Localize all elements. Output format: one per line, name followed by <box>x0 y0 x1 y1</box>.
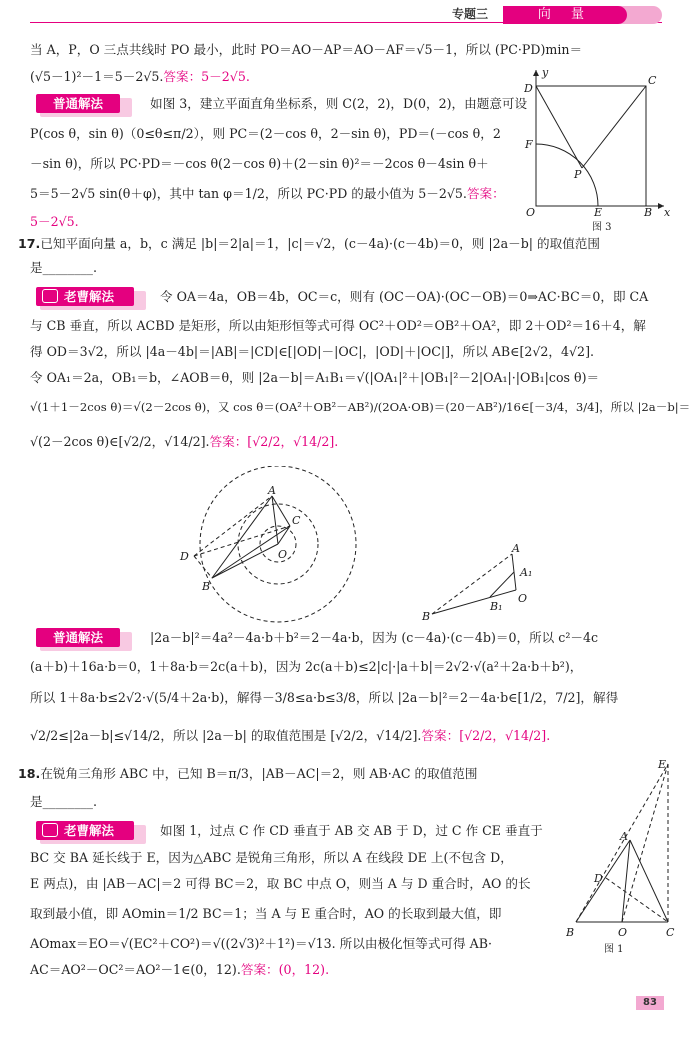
pencil-icon <box>42 289 58 303</box>
q18-sol-line-6 <box>30 964 329 977</box>
q18-stem-1-text: 在锐角三角形 ABC 中，已知 B＝π/3，|AB－AC|＝2，则 AB·AC 的取值范围 <box>40 766 478 781</box>
fig3-label-D: D <box>524 82 533 95</box>
normal-method-badge-2: 普通解法 <box>36 628 120 647</box>
q17-sol-line-6 <box>30 436 338 449</box>
q17-normal-line-2: (a＋b)＋16a·b＝0，1＋8a·b＝2c(a＋b)，因为 2c(a＋b)≤2|c|·|a＋b|＝2√2·√(a²＋2a·b＋b²)， <box>30 659 583 674</box>
q18-sol-line-6-text: AC＝AO²－OC²＝AO²－1∈(0，12). <box>30 962 241 977</box>
seg-AO <box>622 840 630 922</box>
fig3-caption: 图 3 <box>592 222 612 233</box>
fig1-label-O: O <box>618 926 628 939</box>
seg-AC <box>630 840 668 922</box>
fig3-label-B: B <box>644 206 653 219</box>
y-arrow <box>533 70 539 76</box>
seg-A1B1 <box>490 572 514 597</box>
laocao-method-label-2: 老曹解法 <box>64 823 115 838</box>
laocao-method-label: 老曹解法 <box>64 289 115 304</box>
p16-line-2 <box>30 71 250 84</box>
seg-DC <box>606 878 668 922</box>
p16-line-6 <box>30 188 505 201</box>
q17-normal-line-4-text: √2/2≤|2a－b|≤√14/2，所以 |2a－b| 的取值范围是 [√2/2，√14/2]. <box>30 728 422 743</box>
fig17-label-B: B <box>202 580 211 593</box>
fig3-label-E: E <box>594 206 603 219</box>
segment-CP <box>582 86 646 168</box>
seg-DA <box>194 496 272 556</box>
q17-answer-2: 答案：[√2/2，√14/2]. <box>421 728 551 743</box>
seg-BA <box>576 840 630 922</box>
q18-sol-line-4: 取到最小值，即 AOmin＝1/2 BC＝1；当 A 与 E 重合时，AO 的长取到最大值，即 <box>30 906 502 921</box>
p16-line-1: 当 A，P，O 三点共线时 PO 最小，此时 PO＝AO－AP＝AO－AF＝√5－1，所以 (PC·PD)min＝ <box>30 42 583 57</box>
laocao-method-badge-2 <box>36 821 134 840</box>
q18-answer: 答案：(0，12). <box>240 962 330 977</box>
p16-line-6-text: 5＝5－2√5 sin(θ＋φ)，其中 tan φ＝1/2，所以 PC·PD 的最小值为 5－2√5. <box>30 186 467 201</box>
q18-sol-line-5: AOmax＝EO＝√(EC²＋CO²)＝√((2√3)²＋1²)＝√13. 所以由极化恒等式可得 AB· <box>30 936 492 951</box>
arc-FE <box>536 144 598 206</box>
p16-line-4: P(cos θ，sin θ)（0≤θ≤π/2），则 PC＝(2－cos θ，2－sin θ)，PD＝(－cos θ，2 <box>30 126 501 141</box>
p16-line-5: －sin θ)，所以 PC·PD＝－cos θ(2－cos θ)＋(2－sin θ)²＝－2cos θ－4sin θ＋ <box>30 156 489 171</box>
q17-normal-line-4 <box>30 730 550 743</box>
p16-answer: 答案：5－2√5. <box>163 69 250 84</box>
fig17b-label-A1: A₁ <box>520 566 533 579</box>
q18-stem-1 <box>18 768 477 781</box>
q17-normal-line-3: 所以 1＋8a·b≤2√2·√(5/4＋2a·b)，解得－3/8≤a·b≤3/8，所以 |2a－b|²＝2－4a·b∈[1/2，7/2]，解得 <box>30 690 619 705</box>
seg-OE <box>622 764 668 922</box>
q17-number: 17. <box>18 236 41 251</box>
q17-sol-line-4: 令 OA₁＝2a，OB₁＝b，∠AOB＝θ，则 |2a－b|＝A₁B₁＝√(|OA₁|²＋|OB₁|²－2|OA₁|·|OB₁|cos θ)＝ <box>30 370 600 385</box>
q17-stem-1-text: 已知平面向量 a，b，c 满足 |b|＝2|a|＝1，|c|＝√2，(c－4a)·(c－4b)＝0，则 |2a－b| 的取值范围 <box>40 236 600 251</box>
p16-line-3: 如图 3，建立平面直角坐标系，则 C(2，2)，D(0，2)，由题意可设 <box>150 96 528 111</box>
fig1-label-E: E <box>658 758 667 771</box>
fig1-label-A: A <box>620 830 628 843</box>
figure-17-triangle <box>420 540 540 624</box>
q17-stem-2: 是________. <box>30 260 97 275</box>
fig17-label-A: A <box>268 484 276 497</box>
p16-answer-2: 5－2√5. <box>30 214 79 229</box>
seg-OC <box>278 526 290 544</box>
q17-sol-line-5: √(1＋1－2cos θ)＝√(2－2cos θ)，又 cos θ＝(OA²＋OB²－AB²)/(2OA·OB)＝(20－AB²)/16∈[－3/4，3/4]，所以 |2a－b|＝ <box>30 400 691 414</box>
seg-BO <box>432 590 516 614</box>
fig17-label-C: C <box>292 514 301 527</box>
q18-stem-2: 是________. <box>30 794 97 809</box>
fig3-label-y: y <box>542 66 549 79</box>
q17-answer: 答案：[√2/2，√14/2]. <box>209 434 339 449</box>
seg-OB <box>212 544 278 578</box>
q18-sol-line-3: E 两点)，由 |AB－AC|＝2 可得 BC＝2，取 BC 中点 O，则当 A 与 D 重合时，AO 的长 <box>30 876 531 891</box>
header-section-tab: 向 量 <box>503 6 627 24</box>
fig17b-label-A: A <box>512 542 520 555</box>
figure-1 <box>566 758 684 958</box>
figure-17-circles <box>176 466 396 626</box>
fig17b-label-B1: B₁ <box>490 600 503 613</box>
laocao-method-badge <box>36 287 134 306</box>
page-number: 83 <box>636 996 664 1010</box>
fig3-label-P: P <box>574 168 582 181</box>
q18-number: 18. <box>18 766 41 781</box>
fig1-label-B: B <box>566 926 575 939</box>
fig17-label-D: D <box>180 550 189 563</box>
segment-DP <box>536 86 582 168</box>
q17-sol-line-6-text: √(2－2cos θ)∈[√2/2，√14/2]. <box>30 434 210 449</box>
q18-sol-line-2: BC 交 BA 延长线于 E，因为△ABC 是锐角三角形，所以 A 在线段 DE 上(不包含 D， <box>30 850 513 865</box>
header-topic: 专题三 <box>452 7 489 21</box>
q17-stem-1 <box>18 238 600 251</box>
fig3-label-O: O <box>526 206 536 219</box>
fig3-label-C: C <box>648 74 657 87</box>
q17-sol-line-3: 得 OD＝3√2，所以 |4a－4b|＝|AB|＝|CD|∈[|OD|－|OC|，|OD|＋|OC|]，所以 AB∈[2√2，4√2]. <box>30 344 594 359</box>
fig3-label-F: F <box>525 138 533 151</box>
p16-line-2-text: (√5－1)²－1＝5－2√5. <box>30 69 164 84</box>
seg-DC <box>194 526 290 556</box>
q17-normal-line-1: |2a－b|²＝4a²－4a·b＋b²＝2－4a·b，因为 (c－4a)·(c－4b)＝0，所以 c²－4c <box>150 630 599 645</box>
fig17-label-O: O <box>278 548 288 561</box>
normal-method-badge: 普通解法 <box>36 94 120 113</box>
fig17b-label-O: O <box>518 592 528 605</box>
figure-3 <box>524 64 674 236</box>
fig1-label-C: C <box>666 926 675 939</box>
fig3-label-x: x <box>664 206 671 219</box>
q17-sol-line-1: 令 OA＝4a，OB＝4b，OC＝c，则有 (OC－OA)·(OC－OB)＝0⇒AC·BC＝0，即 CA <box>160 289 649 304</box>
seg-BE <box>576 764 668 922</box>
fig17b-label-B: B <box>422 610 431 623</box>
seg-DB <box>194 556 212 578</box>
pencil-icon <box>42 823 58 837</box>
q18-sol-line-1: 如图 1，过点 C 作 CD 垂直于 AB 交 AB 于 D，过 C 作 CE 垂直于 <box>160 823 543 838</box>
fig1-label-D: D <box>594 872 603 885</box>
fig1-caption: 图 1 <box>604 944 624 955</box>
q17-sol-line-2: 与 CB 垂直，所以 ACBD 是矩形，所以由矩形恒等式可得 OC²＋OD²＝OB²＋OA²，即 2＋OD²＝16＋4，解 <box>30 318 646 333</box>
seg-AB <box>212 496 272 578</box>
p16-answer-label: 答案： <box>466 186 505 201</box>
